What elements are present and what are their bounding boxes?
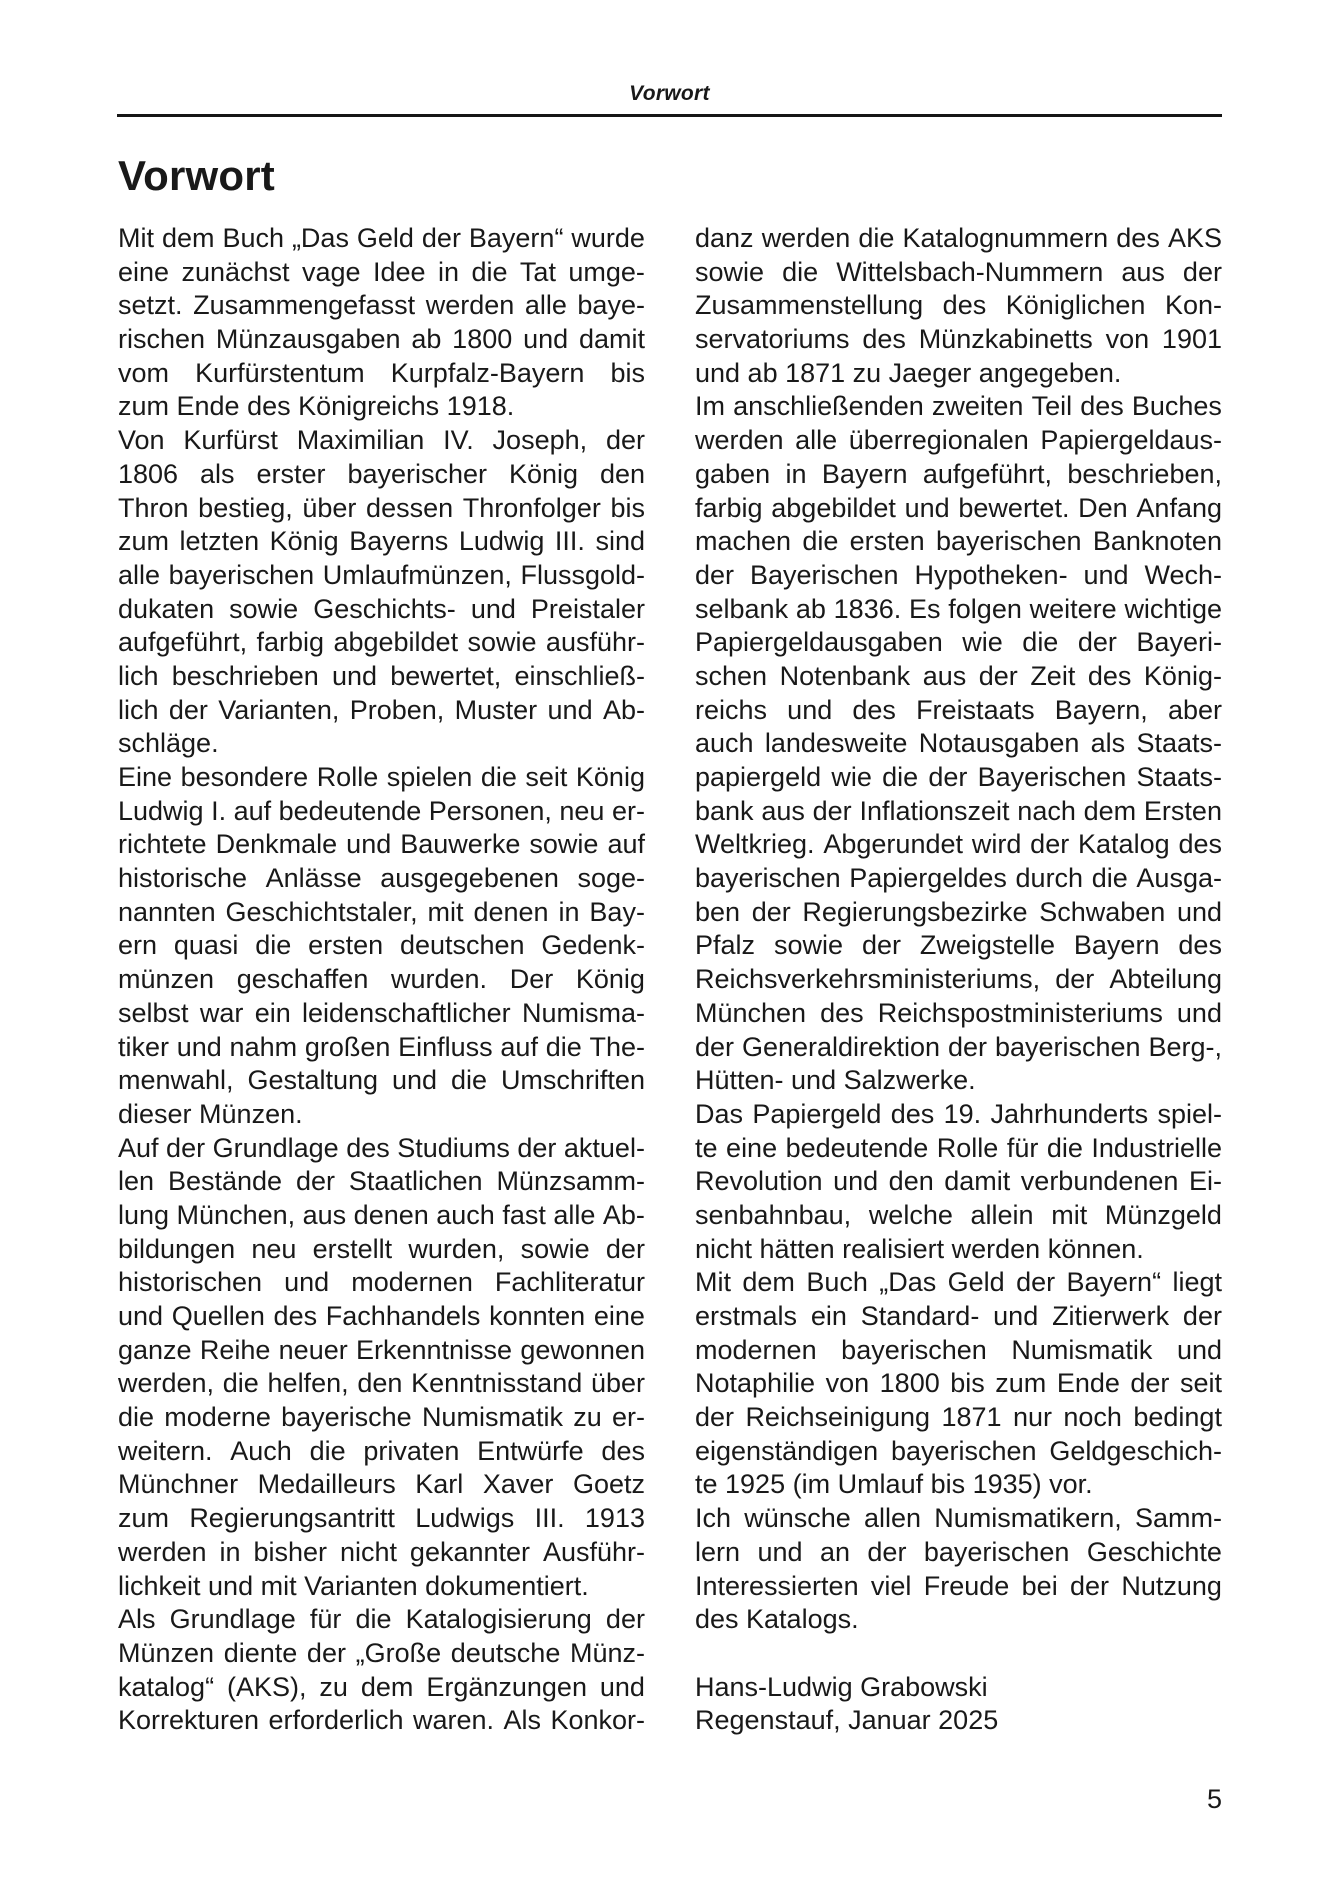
text-line: eigenständigen bayerischen Geldgeschich- (695, 1435, 1222, 1466)
text-line: nannten Geschichtstaler, mit denen in Bay- (118, 896, 645, 927)
text-line: weitern. Auch die privaten Entwürfe des (118, 1435, 645, 1466)
text-line: lich der Varianten, Proben, Muster und Ab- (118, 694, 645, 725)
text-columns (118, 222, 1222, 1738)
text-line: farbig abgebildet und bewertet. Den Anfang (695, 492, 1222, 523)
text-line: alle bayerischen Umlaufmünzen, Flussgold- (118, 559, 645, 590)
header-rule (117, 114, 1222, 117)
text-line: Weltkrieg. Abgerundet wird der Katalog des (695, 829, 1222, 860)
text-line: len Bestände der Staatlichen Münzsamm- (118, 1166, 645, 1197)
text-line: und ab 1871 zu Jaeger angegeben. (695, 357, 1122, 388)
text-line: selbst war ein leidenschaftlicher Numisma- (118, 997, 645, 1028)
text-line: bank aus der Inflationszeit nach dem Ersten (695, 795, 1222, 826)
text-line: münzen geschaffen wurden. Der König (118, 964, 645, 995)
text-line: historische Anlässe ausgegebenen soge- (118, 863, 645, 894)
text-line: sowie die Wittelsbach-Nummern aus der (695, 256, 1222, 287)
text-line: auch landesweite Notausgaben als Staats- (695, 728, 1222, 759)
text-line: Revolution und den damit verbundenen Ei- (695, 1166, 1222, 1197)
text-line: und Quellen des Fachhandels konnten eine (118, 1301, 645, 1331)
text-line: schen Notenbank aus der Zeit des König- (695, 660, 1222, 691)
text-line: te eine bedeutende Rolle für die Industrielle (695, 1132, 1222, 1163)
text-line: Eine besondere Rolle spielen die seit König (118, 762, 645, 792)
text-line: der Generaldirektion der bayerischen Berg-, (695, 1031, 1222, 1062)
signature-line: Hans-Ludwig Grabowski (695, 1671, 988, 1702)
text-line: zum letzten König Bayerns Ludwig III. sind (118, 526, 645, 557)
text-line: Mit dem Buch „Das Geld der Bayern“ wurde (118, 223, 645, 253)
text-line: werden, die helfen, den Kenntnisstand über (118, 1368, 645, 1399)
text-line: bayerischen Papiergeldes durch die Ausga- (695, 863, 1222, 894)
text-line: Das Papiergeld des 19. Jahrhunderts spiel- (695, 1098, 1222, 1129)
text-column-right (695, 222, 1222, 1738)
text-line: ben der Regierungsbezirke Schwaben und (695, 896, 1222, 927)
text-column-left (118, 222, 645, 1738)
text-line: lern und an der bayerischen Geschichte (695, 1536, 1222, 1567)
text-line: menwahl, Gestaltung und die Umschriften (118, 1065, 645, 1096)
text-line: Von Kurfürst Maximilian IV. Joseph, der (118, 425, 645, 456)
text-line: des Katalogs. (695, 1604, 859, 1635)
text-line: Thron bestieg, über dessen Thronfolger bis (118, 492, 645, 523)
text-line: servatoriums des Münzkabinetts von 1901 (695, 324, 1222, 355)
text-line: selbank ab 1836. Es folgen weitere wichtige (695, 593, 1222, 624)
text-line: papiergeld wie die der Bayerischen Staats- (695, 762, 1222, 792)
text-line: werden in bisher nicht gekannter Ausführ- (118, 1536, 645, 1567)
page-number: 5 (1206, 1784, 1222, 1814)
text-line: werden alle überregionalen Papiergeldaus- (695, 425, 1222, 456)
text-line: setzt. Zusammengefasst werden alle baye- (118, 290, 645, 321)
text-line: modernen bayerischen Numismatik und (695, 1334, 1222, 1365)
text-line: der Reichseinigung 1871 nur noch bedingt (695, 1402, 1222, 1433)
text-line: katalog“ (AKS), zu dem Ergänzungen und (118, 1671, 645, 1702)
text-line: Zusammenstellung des Königlichen Kon- (695, 290, 1222, 321)
text-line: senbahnbau, welche allein mit Münzgeld (695, 1199, 1222, 1230)
text-line: schläge. (118, 728, 219, 759)
text-line: Münchner Medailleurs Karl Xaver Goetz (118, 1469, 645, 1500)
text-line: te 1925 (im Umlauf bis 1935) vor. (695, 1469, 1093, 1500)
text-line: Reichsverkehrsministeriums, der Abteilung (695, 964, 1222, 995)
text-line: tiker und nahm großen Einfluss auf die The- (118, 1031, 645, 1062)
text-line: Korrekturen erforderlich waren. Als Konkor- (118, 1705, 645, 1736)
text-line: aufgeführt, farbig abgebildet sowie ausführ- (118, 627, 645, 658)
text-line: 1806 als erster bayerischer König den (118, 458, 645, 489)
text-line: die moderne bayerische Numismatik zu er- (118, 1402, 645, 1433)
text-line: danz werden die Katalognummern des AKS (695, 223, 1222, 253)
text-line: Ich wünsche allen Numismatikern, Samm- (695, 1503, 1222, 1534)
running-header: Vorwort (629, 82, 710, 105)
text-line: gaben in Bayern aufgeführt, beschrieben, (695, 458, 1222, 489)
text-line: bildungen neu erstellt wurden, sowie der (118, 1233, 645, 1264)
text-line: Papiergeldausgaben wie die der Bayeri- (695, 627, 1222, 658)
text-line: Münzen diente der „Große deutsche Münz- (118, 1637, 645, 1668)
signature-line: Regenstauf, Januar 2025 (695, 1705, 999, 1736)
text-line: Notaphilie von 1800 bis zum Ende der seit (695, 1368, 1222, 1399)
text-line: der Bayerischen Hypotheken- und Wech- (695, 559, 1222, 590)
text-line: Auf der Grundlage des Studiums der aktuel- (118, 1132, 645, 1163)
blank-line (695, 1637, 1222, 1671)
text-line: zum Regierungsantritt Ludwigs III. 1913 (118, 1503, 645, 1534)
text-line: dieser Münzen. (118, 1098, 303, 1129)
text-line: Als Grundlage für die Katalogisierung der (118, 1604, 645, 1635)
text-line: rischen Münzausgaben ab 1800 und damit (118, 324, 645, 355)
text-line: Hütten- und Salzwerke. (695, 1065, 976, 1096)
text-line: machen die ersten bayerischen Banknoten (695, 526, 1222, 557)
text-line: lichkeit und mit Varianten dokumentiert. (118, 1570, 589, 1601)
text-line: Interessierten viel Freude bei der Nutzung (695, 1570, 1222, 1601)
text-line: Im anschließenden zweiten Teil des Buches (695, 391, 1222, 422)
text-line: historischen und modernen Fachliteratur (118, 1267, 645, 1298)
text-line: reichs und des Freistaats Bayern, aber (695, 694, 1222, 725)
text-line: erstmals ein Standard- und Zitierwerk der (695, 1301, 1222, 1331)
text-line: Pfalz sowie der Zweigstelle Bayern des (695, 930, 1222, 961)
text-line: nicht hätten realisiert werden können. (695, 1233, 1144, 1264)
text-line: zum Ende des Königreichs 1918. (118, 391, 515, 422)
text-line: ganze Reihe neuer Erkenntnisse gewonnen (118, 1334, 645, 1365)
text-line: lich beschrieben und bewertet, einschließ- (118, 660, 645, 691)
text-line: Ludwig I. auf bedeutende Personen, neu er- (118, 795, 645, 826)
text-line: ern quasi die ersten deutschen Gedenk- (118, 930, 645, 961)
text-line: lung München, aus denen auch fast alle Ab- (118, 1199, 645, 1230)
text-line: richtete Denkmale und Bauwerke sowie auf (118, 829, 645, 860)
text-line: Mit dem Buch „Das Geld der Bayern“ liegt (695, 1267, 1222, 1298)
text-line: eine zunächst vage Idee in die Tat umge- (118, 256, 645, 287)
page-title: Vorwort (118, 152, 275, 199)
text-line: München des Reichspostministeriums und (695, 997, 1222, 1028)
text-line: vom Kurfürstentum Kurpfalz-Bayern bis (118, 357, 645, 388)
text-line: dukaten sowie Geschichts- und Preistaler (118, 593, 645, 624)
